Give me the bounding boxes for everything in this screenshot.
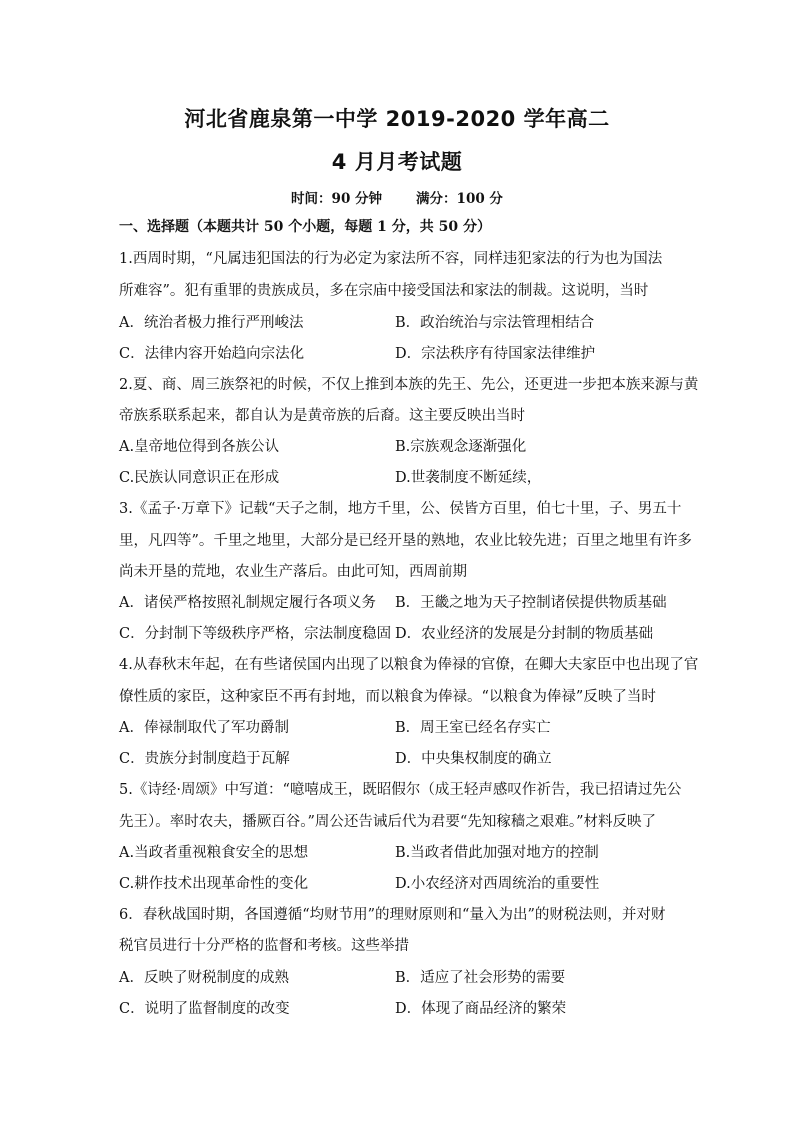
question-4-option-d: D．中央集权制度的确立 bbox=[395, 751, 552, 767]
question-4-option-b: B．周王室已经名存实亡 bbox=[395, 720, 551, 736]
question-3-stem-line-3: 尚未开垦的荒地，农业生产落后。由此可知，西周前期 bbox=[119, 564, 467, 580]
question-2-option-b: B.宗族观念逐渐强化 bbox=[395, 439, 527, 455]
question-1-option-b: B．政治统治与宗法管理相结合 bbox=[395, 315, 595, 331]
question-5-option-c: C.耕作技术出现革命性的变化 bbox=[119, 876, 309, 892]
question-5-stem-line-1: 5.《诗经·周颂》中写道：“噫嘻成王，既昭假尔（成王轻声感叹作祈告，我已招请过先公 bbox=[119, 782, 682, 798]
question-2-stem-line-1: 2.夏、商、周三族祭祀的时候，不仅上推到本族的先王、先公，还更进一步把本族来源与黄 bbox=[119, 377, 699, 393]
exam-subtitle: 4 月月考试题 bbox=[331, 150, 463, 174]
question-1-option-c: C．法律内容开始趋向宗法化 bbox=[119, 346, 305, 362]
question-3-stem-line-1: 3.《孟子·万章下》记载“天子之制，地方千里，公、侯皆方百里，伯七十里，子、男五十 bbox=[119, 501, 682, 517]
question-3-option-a: A．诸侯严格按照礼制规定履行各项义务 bbox=[119, 595, 376, 611]
exam-meta bbox=[0, 187, 794, 207]
question-5-stem-line-2: 先王）。率时农夫，播厥百谷。”周公还告诫后代为君要“先知稼穑之艰难。”材料反映了 bbox=[119, 814, 656, 830]
question-6-option-d: D．体现了商品经济的繁荣 bbox=[395, 1001, 567, 1017]
question-3-stem-line-2: 里，凡四等”。千里之地里，大部分是已经开垦的熟地，农业比较先进；百里之地里有许多 bbox=[119, 533, 692, 549]
question-5-option-d: D.小农经济对西周统治的重要性 bbox=[395, 876, 600, 892]
question-3-option-b: B．王畿之地为天子控制诸侯提供物质基础 bbox=[395, 595, 667, 611]
exam-time: 时间：90 分钟 bbox=[291, 191, 383, 207]
question-2-stem-line-2: 帝族系联系起来，都自认为是黄帝族的后裔。这主要反映出当时 bbox=[119, 408, 525, 424]
question-6-option-a: A．反映了财税制度的成熟 bbox=[119, 970, 289, 986]
question-4-stem-line-1: 4.从春秋末年起，在有些诸侯国内出现了以粮食为俸禄的官僚，在卿大夫家臣中也出现了官 bbox=[119, 657, 699, 673]
question-4-option-c: C．贵族分封制度趋于瓦解 bbox=[119, 751, 290, 767]
question-5-option-b: B.当政者借此加强对地方的控制 bbox=[395, 845, 599, 861]
question-6-option-c: C．说明了监督制度的改变 bbox=[119, 1001, 290, 1017]
question-2-option-c: C.民族认同意识正在形成 bbox=[119, 470, 280, 486]
question-1-option-d: D．宗法秩序有待国家法律维护 bbox=[395, 346, 596, 362]
question-6-stem-line-1: 6．春秋战国时期，各国遵循“均财节用”的理财原则和“量入为出”的财税法则，并对财 bbox=[119, 907, 666, 923]
question-2-option-d: D.世袭制度不断延续， bbox=[395, 470, 542, 486]
exam-title: 河北省鹿泉第一中学 2019-2020 学年高二 bbox=[184, 107, 610, 131]
question-3-option-d: D．农业经济的发展是分封制的物质基础 bbox=[395, 626, 654, 642]
question-3-option-c: C．分封制下等级秩序严格，宗法制度稳固 bbox=[119, 626, 392, 642]
question-1-stem-line-1: 1.西周时期，“凡属违犯国法的行为必定为家法所不容，同样违犯家法的行为也为国法 bbox=[119, 251, 663, 267]
question-4-stem-line-2: 僚性质的家臣，这种家臣不再有封地，而以粮食为俸禄。“以粮食为俸禄”反映了当时 bbox=[119, 689, 656, 705]
question-5-option-a: A.当政者重视粮食安全的思想 bbox=[119, 845, 309, 861]
question-1-stem-line-2: 所难容”。犯有重罪的贵族成员，多在宗庙中接受国法和家法的制裁。这说明，当时 bbox=[119, 283, 649, 299]
question-6-option-b: B．适应了社会形势的需要 bbox=[395, 970, 566, 986]
question-4-option-a: A．俸禄制取代了军功爵制 bbox=[119, 720, 289, 736]
question-2-option-a: A.皇帝地位得到各族公认 bbox=[119, 439, 280, 455]
section-title: 一、选择题（本题共计 50 个小题，每题 1 分，共 50 分） bbox=[119, 219, 491, 235]
question-1-option-a: A．统治者极力推行严刑峻法 bbox=[119, 315, 304, 331]
question-6-stem-line-2: 税官员进行十分严格的监督和考核。这些举措 bbox=[119, 938, 409, 954]
exam-score: 满分：100 分 bbox=[416, 191, 503, 207]
